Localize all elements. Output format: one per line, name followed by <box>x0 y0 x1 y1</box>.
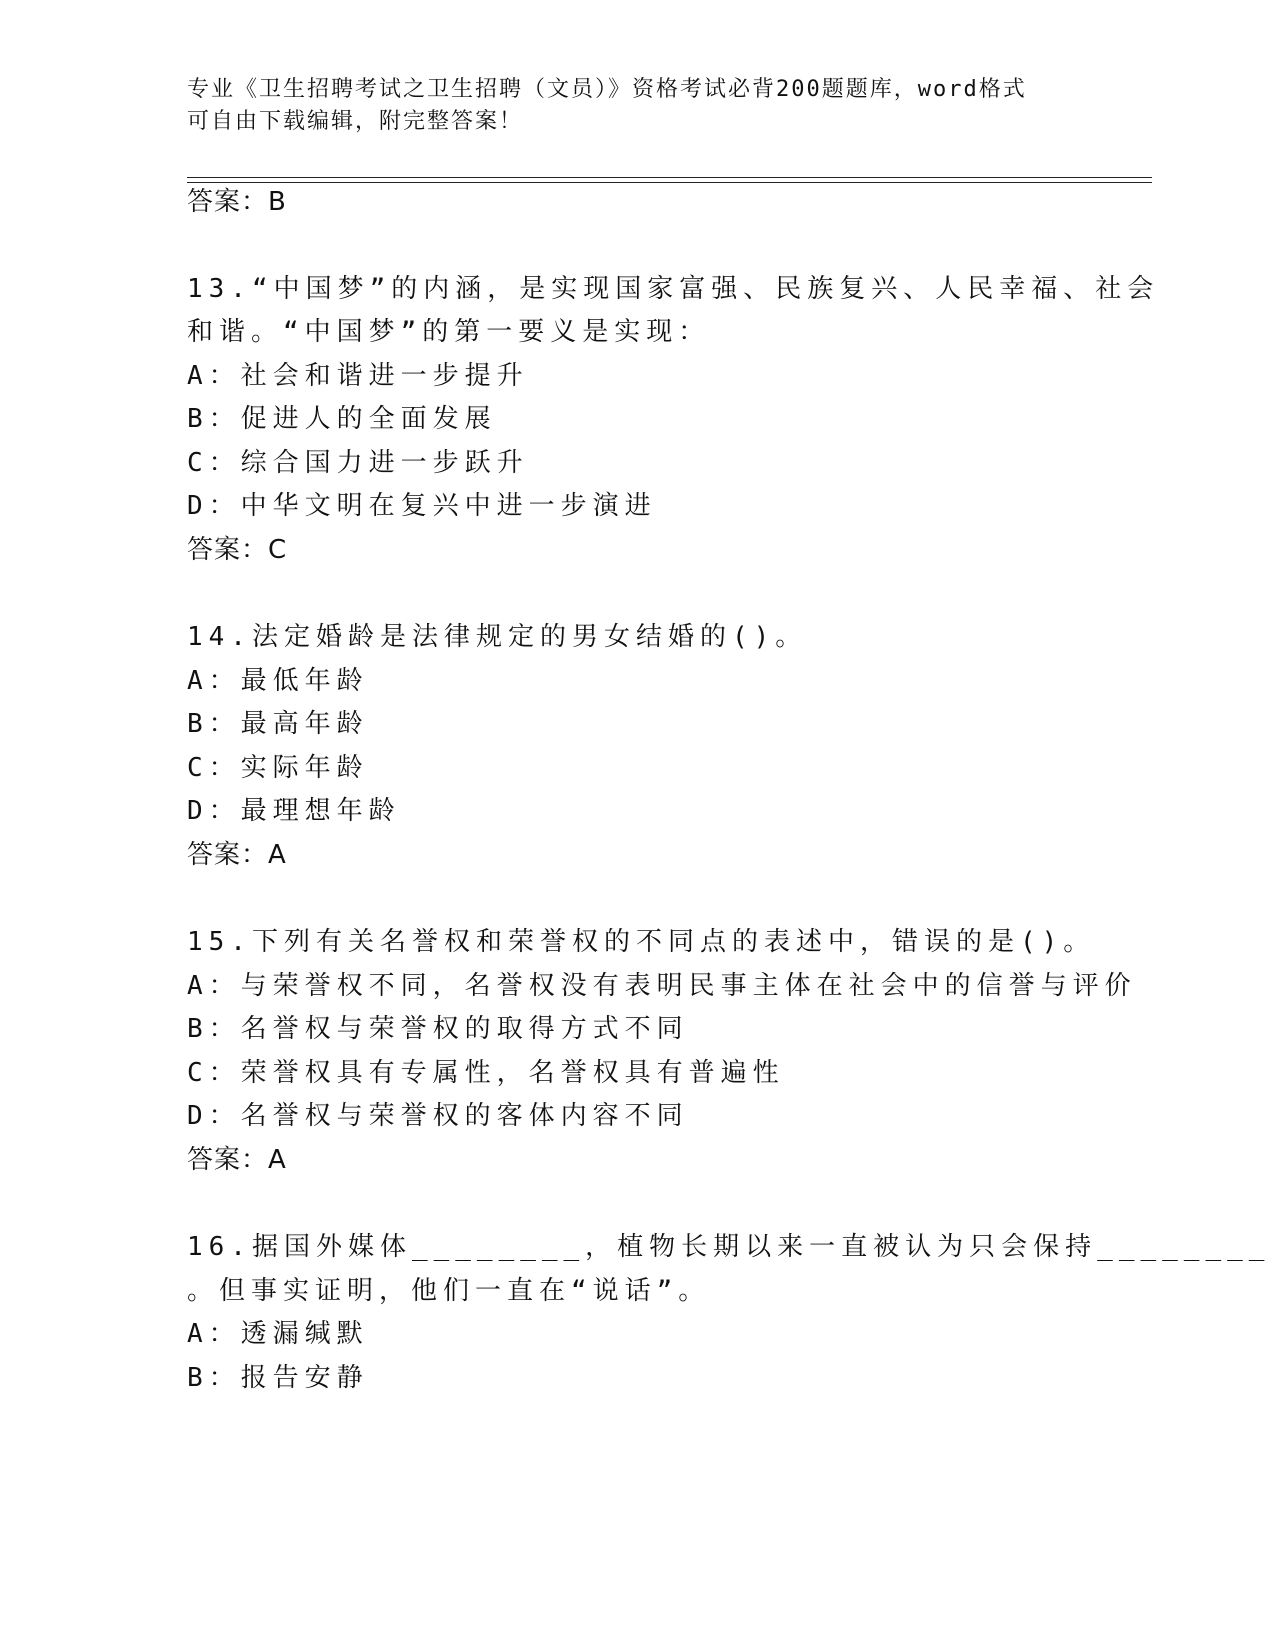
document-header <box>187 74 1087 138</box>
question-15-option-d: D：名誉权与荣誉权的客体内容不同 <box>187 1101 689 1131</box>
header-line-1: 专业《卫生招聘考试之卫生招聘（文员）》资格考试必背200题题库，word格式 <box>187 77 1027 102</box>
question-14-option-c: C：实际年龄 <box>187 753 369 783</box>
header-rule-top <box>187 177 1152 178</box>
question-13-option-c: C：综合国力进一步跃升 <box>187 448 529 478</box>
question-13-option-b: B：促进人的全面发展 <box>187 404 497 434</box>
question-13-stem-1: 13.“中国梦”的内涵，是实现国家富强、民族复兴、人民幸福、社会 <box>187 274 1160 304</box>
question-14-option-b: B：最高年龄 <box>187 709 369 739</box>
question-15-answer: 答案：A <box>187 1145 287 1175</box>
question-14-option-a: A：最低年龄 <box>187 666 369 696</box>
question-13-option-a: A：社会和谐进一步提升 <box>187 361 529 391</box>
question-15-option-a: A：与荣誉权不同，名誉权没有表明民事主体在社会中的信誉与评价 <box>187 971 1137 1001</box>
question-15-stem-1: 15.下列有关名誉权和荣誉权的不同点的表述中，错误的是()。 <box>187 927 1096 957</box>
answer-prev: 答案：B <box>187 187 287 217</box>
question-16-stem-2: 。但事实证明，他们一直在“说话”。 <box>187 1276 711 1306</box>
header-rule-bottom <box>187 182 1152 183</box>
question-16-option-b: B：报告安静 <box>187 1363 369 1393</box>
question-16-stem-1: 16.据国外媒体________，植物长期以来一直被认为只会保持________ <box>187 1232 1271 1262</box>
header-line-2: 可自由下载编辑，附完整答案！ <box>187 109 524 134</box>
question-15-option-c: C：荣誉权具有专属性，名誉权具有普遍性 <box>187 1058 785 1088</box>
question-13-option-d: D：中华文明在复兴中进一步演进 <box>187 491 657 521</box>
question-13-stem-2: 和谐。“中国梦”的第一要义是实现： <box>187 317 711 347</box>
question-14-answer: 答案：A <box>187 840 287 870</box>
question-14-stem-1: 14.法定婚龄是法律规定的男女结婚的()。 <box>187 622 808 652</box>
question-13-answer: 答案：C <box>187 535 288 565</box>
question-16-option-a: A：透漏缄默 <box>187 1319 369 1349</box>
question-14-option-d: D：最理想年龄 <box>187 796 401 826</box>
question-15-option-b: B：名誉权与荣誉权的取得方式不同 <box>187 1014 689 1044</box>
